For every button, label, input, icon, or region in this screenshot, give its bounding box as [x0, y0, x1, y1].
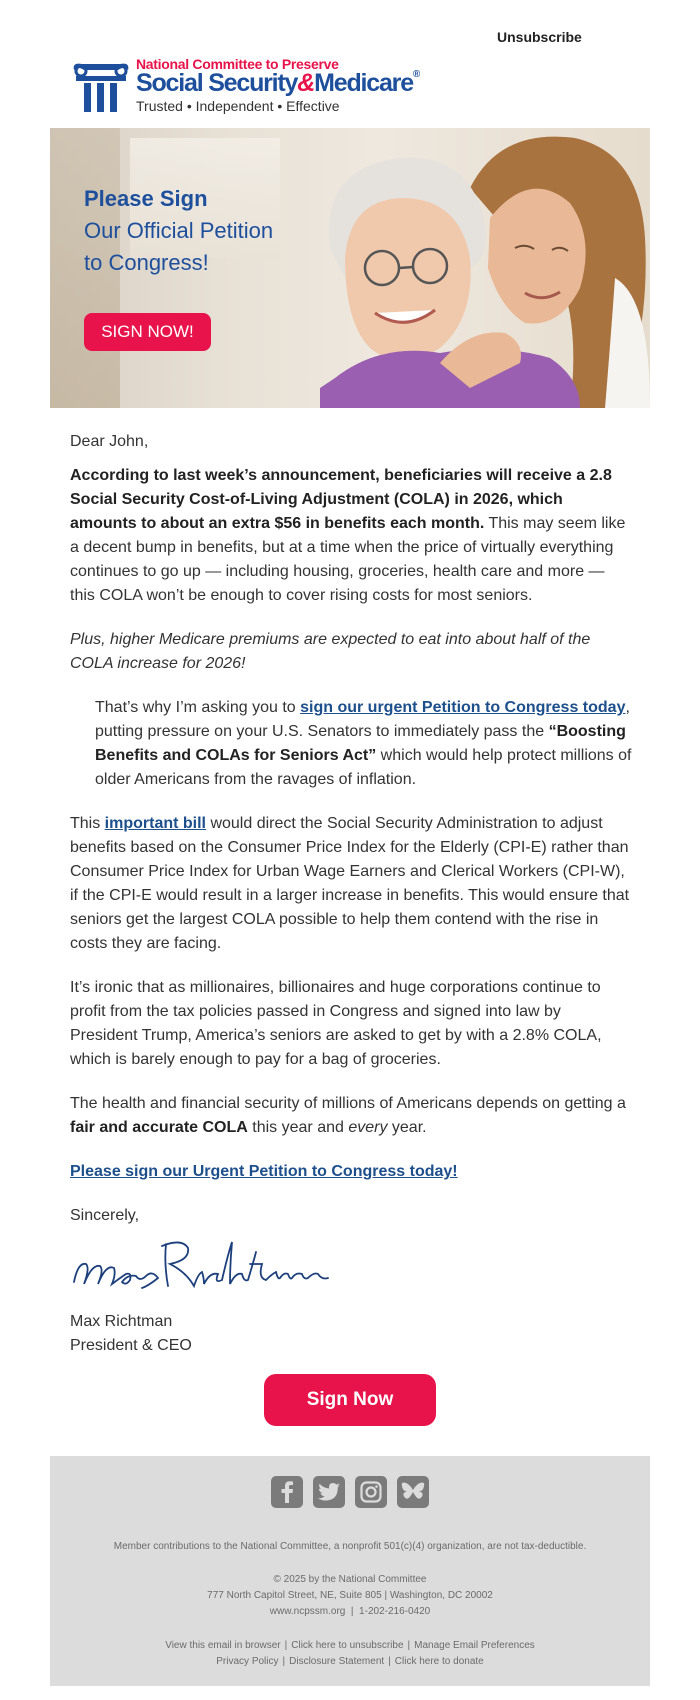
petition-ask-text-b: , putting pressure on your U.S. Senators to immediately pass the	[95, 699, 630, 740]
unsubscribe-link[interactable]: Unsubscribe	[497, 29, 582, 45]
manage-preferences-link[interactable]: Manage Email Preferences	[414, 1640, 535, 1651]
hero-sign-now-button[interactable]: SIGN NOW!	[84, 313, 211, 351]
logo-registered: ®	[412, 69, 420, 80]
logo[interactable]	[70, 54, 430, 120]
paragraph-petition-ask	[95, 696, 632, 792]
petition-ask-text-c: which would help protect millions of older Americans from the ravages of inflation.	[95, 747, 632, 788]
bill-text-a: This	[70, 815, 105, 832]
footer-links-row-1	[50, 1638, 650, 1654]
hero-subtitle-line-1: Our Official Petition	[84, 218, 274, 243]
paragraph-medicare-premiums	[70, 628, 632, 676]
footer-unsubscribe-link[interactable]: Click here to unsubscribe	[291, 1640, 404, 1651]
footer-contact: www.ncpssm.org | 1-202-216-0420	[269, 1606, 431, 1617]
link-separator: |	[388, 1656, 391, 1667]
logo-tagline: Trusted • Independent • Effective	[136, 98, 340, 114]
fair-cola-text-a: The health and financial security of millions of Americans depends on getting a	[70, 1095, 626, 1112]
paragraph-cta	[70, 1160, 632, 1184]
footer-copyright: © 2025 by the National Committee	[273, 1574, 427, 1585]
cola-announcement-text: This may seem like a decent bump in benefits, but at a time when the price of virtually everything continues to go up — including housing, groceries, health care and more — this COLA won’t be enough to cover rising costs for most seniors.	[70, 515, 626, 604]
footer-address: 777 North Capitol Street, NE, Suite 805 | Washington, DC 20002	[207, 1590, 493, 1601]
link-separator: |	[284, 1640, 288, 1651]
link-separator: |	[407, 1640, 411, 1651]
hero-photo	[320, 128, 650, 408]
logo-ampersand: &	[297, 69, 315, 97]
paragraph-bill-description	[70, 812, 632, 956]
signer-title: President & CEO	[70, 1337, 192, 1354]
logo-name	[136, 69, 419, 98]
footer-links-row-2	[50, 1654, 650, 1670]
fair-cola-bold: fair and accurate COLA	[70, 1119, 248, 1136]
paragraph-cola-announcement	[70, 464, 632, 608]
hero-title: Please Sign	[84, 186, 208, 211]
hero-subtitle-line-2: to Congress!	[84, 250, 209, 275]
logo-org-line: National Committee to Preserve	[136, 56, 339, 72]
paragraph-ironic: It’s ironic that as millionaires, billionaires and huge corporations continue to profit from the tax policies passed in Congress and signed into law by President Trump, America’s seniors are asked to get by with a 2.8% COLA, which is barely enough to pay for a bag of groceries.	[70, 979, 602, 1068]
facebook-icon[interactable]	[271, 1476, 303, 1508]
footer-disclaimer: Member contributions to the National Committee, a nonprofit 501(c)(4) organization, are not tax-deductible.	[113, 1541, 587, 1552]
cola-announcement-bold: According to last week’s announcement, beneficiaries will receive a 2.8 Social Security Cost-of-Living Adjustment (COLA) in 2026, which amounts to about an extra $56 in benefits each month.	[70, 467, 612, 532]
fair-cola-text-b: this year and	[247, 1119, 349, 1136]
important-bill-link[interactable]: important bill	[104, 815, 206, 832]
link-separator: |	[282, 1656, 286, 1667]
petition-inline-link[interactable]: sign our urgent Petition to Congress today	[300, 699, 626, 716]
greeting: Dear John,	[70, 433, 149, 450]
bill-text-b: would direct the Social Security Administration to adjust benefits based on the Consumer Price Index for the Elderly (CPI-E) rather than Consumer Price Index for Urban Wage Earners and Clerical Workers (CPI-W), if the CPI-E would result in a larger increase in benefits. This would ensure that seniors get the largest COLA possible to help them contend with the rise in costs they are facing.	[70, 815, 630, 952]
view-in-browser-link[interactable]: View this email in browser	[165, 1640, 281, 1651]
signer-name: Max Richtman	[70, 1313, 173, 1330]
logo-name-right: Medicare	[314, 69, 413, 97]
petition-cta-link[interactable]: Please sign our Urgent Petition to Congress today!	[70, 1163, 458, 1180]
medicare-premiums-italic: Plus, higher Medicare premiums are expected to eat into about half of the COLA increase for 2026!	[70, 631, 591, 672]
every-italic: every	[348, 1119, 388, 1136]
social-icons	[271, 1476, 429, 1508]
disclosure-statement-link[interactable]: Disclosure Statement	[289, 1656, 385, 1667]
footer	[50, 1456, 650, 1686]
pillar-icon	[72, 62, 130, 114]
fair-cola-text-c: year.	[387, 1119, 427, 1136]
hero-banner[interactable]	[50, 128, 650, 408]
sign-now-button[interactable]: Sign Now	[264, 1374, 436, 1426]
donate-link[interactable]: Click here to donate	[394, 1656, 484, 1667]
letter-body	[70, 430, 632, 1358]
bluesky-icon[interactable]	[397, 1476, 429, 1508]
privacy-policy-link[interactable]: Privacy Policy	[216, 1656, 279, 1667]
logo-name-left: Social Security	[136, 69, 298, 97]
petition-ask-text-a: That’s why I’m asking you to	[95, 699, 301, 716]
instagram-icon[interactable]	[355, 1476, 387, 1508]
closing: Sincerely,	[70, 1207, 140, 1224]
signature-image	[70, 1234, 330, 1296]
act-name-bold: “Boosting Benefits and COLAs for Seniors Act”	[95, 723, 626, 764]
signer-block	[70, 1310, 632, 1358]
paragraph-fair-cola	[70, 1092, 632, 1140]
twitter-icon[interactable]	[313, 1476, 345, 1508]
